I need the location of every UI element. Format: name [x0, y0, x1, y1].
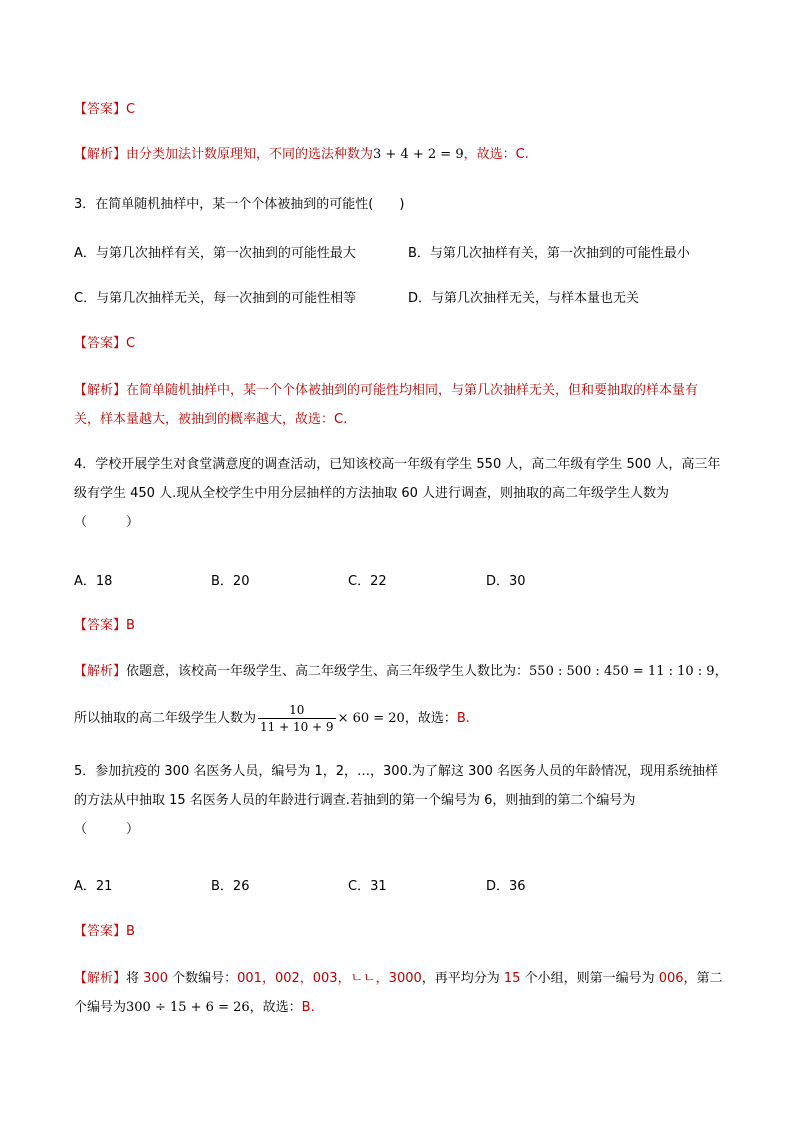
- analysis-number: 006: [658, 971, 684, 986]
- analysis-formula: 3 + 4 + 2 = 9: [373, 147, 464, 162]
- stem-paren: （ ）: [74, 515, 140, 530]
- q5-answer: [74, 919, 724, 945]
- q5-stem: [74, 757, 724, 844]
- stem-text: 5．参加抗疫的 300 名医务人员，编号为 1，2，…，300.为了解这 300 名医务人员的年龄情况，现用系统抽样的方法从中抽取 15 名医务人员的年龄进行调查.若抽到的第一个编号为 6，则抽到的第二个编号为: [74, 764, 719, 808]
- q4-analysis-line1: [74, 659, 734, 685]
- analysis-text: 个数编号：: [167, 971, 238, 986]
- answer-tag: 【答案】: [74, 924, 127, 939]
- q2-answer: [74, 97, 724, 123]
- q4-option-c: C．22: [348, 574, 387, 589]
- q4-option-a: A．18: [74, 574, 113, 589]
- fraction-numerator: 10: [258, 702, 336, 719]
- analysis-text: 在简单随机抽样中，某一个个体被抽到的可能性均相同，与第几次抽样无关，但和要抽取的样本量有关，样本量越大，被抽到的概率越大，故选：C.: [74, 383, 699, 427]
- q3-option-a: A．与第几次抽样有关，第一次抽到的可能性最大: [74, 246, 356, 261]
- analysis-text: 所以抽取的高二年级学生人数为: [74, 711, 257, 726]
- analysis-choice: C.: [515, 147, 529, 162]
- answer-tag: 【答案】: [74, 102, 127, 117]
- analysis-tag: 【解析】: [74, 971, 127, 986]
- analysis-suffix: ，故选：: [463, 147, 516, 162]
- analysis-tag: 【解析】: [74, 383, 127, 398]
- answer-value: B: [126, 924, 135, 939]
- analysis-comma: ，: [714, 664, 728, 679]
- answer-value: C: [126, 336, 136, 351]
- q3-answer: [74, 331, 724, 357]
- q5-option-a: A．21: [74, 879, 113, 894]
- analysis-text: 由分类加法计数原理知，不同的选法种数为: [126, 147, 374, 162]
- stem-paren: （ ）: [74, 822, 140, 837]
- q3-stem: 3．在简单随机抽样中，某一个个体被抽到的可能性( ): [74, 197, 405, 212]
- answer-value: C: [126, 102, 136, 117]
- analysis-ratio: 550 : 500 : 450 = 11 : 10 : 9: [529, 664, 715, 679]
- analysis-choice: B.: [456, 711, 470, 726]
- q4-option-b: B．20: [211, 574, 250, 589]
- q5-option-d: D．36: [486, 879, 526, 894]
- analysis-suffix: ，故选：: [404, 711, 457, 726]
- analysis-text: 个小组，则第一编号为: [520, 971, 659, 986]
- analysis-formula: × 60 = 20: [337, 711, 405, 726]
- analysis-number: 15: [503, 971, 521, 986]
- analysis-text: ，第二个编号为: [74, 971, 723, 1015]
- answer-tag: 【答案】: [74, 618, 127, 633]
- q4-stem: [74, 450, 724, 537]
- fraction-denominator: 11 + 10 + 9: [260, 720, 334, 734]
- analysis-text: 依题意，该校高一年级学生、高二年级学生、高三年级学生人数比为：: [126, 664, 530, 679]
- analysis-number: 300: [143, 971, 168, 986]
- analysis-formula: 300 ÷ 15 + 6 = 26: [126, 1000, 250, 1015]
- q4-analysis-line2: [74, 700, 724, 738]
- analysis-choice: B.: [301, 1000, 315, 1015]
- analysis-tag: 【解析】: [74, 147, 127, 162]
- q3-option-d: D．与第几次抽样无关，与样本量也无关: [408, 291, 640, 306]
- q3-option-b: B．与第几次抽样有关，第一次抽到的可能性最小: [408, 246, 690, 261]
- analysis-suffix: ，故选：: [249, 1000, 302, 1015]
- q5-option-c: C．31: [348, 879, 387, 894]
- q3-analysis: [74, 376, 724, 434]
- answer-tag: 【答案】: [74, 336, 127, 351]
- q4-option-d: D．30: [486, 574, 526, 589]
- q5-analysis: [74, 964, 726, 1022]
- analysis-text: 将: [126, 971, 144, 986]
- stem-text: 4．学校开展学生对食堂满意度的调查活动，已知该校高一年级有学生 550 人，高二年级有学生 500 人，高三年级有学生 450 人.现从全校学生中用分层抽样的方法抽取 60 人进行调查，则抽取的高二年级学生人数为: [74, 457, 721, 501]
- analysis-codes: 001，002，003，ㄴㄴ，3000: [237, 971, 422, 986]
- analysis-tag: 【解析】: [74, 664, 127, 679]
- answer-value: B: [126, 618, 135, 633]
- q5-option-b: B．26: [211, 879, 250, 894]
- q4-answer: [74, 613, 724, 639]
- q2-analysis: [74, 142, 724, 168]
- analysis-text: ，再平均分为: [421, 971, 504, 986]
- q3-option-c: C．与第几次抽样无关，每一次抽到的可能性相等: [74, 291, 357, 306]
- fraction: [258, 702, 336, 735]
